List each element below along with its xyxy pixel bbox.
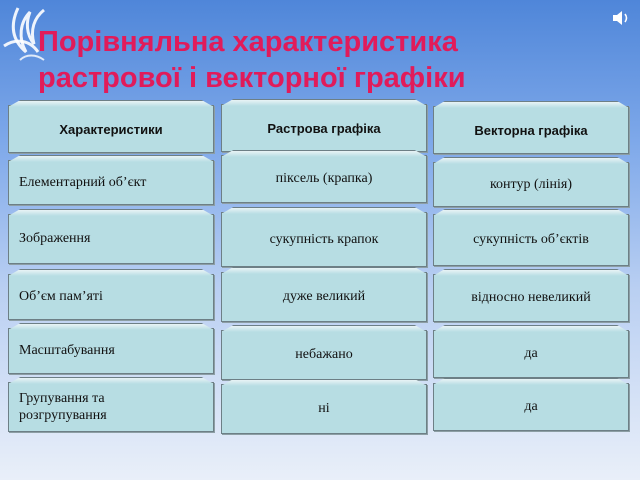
cell-value: небажано: [295, 347, 353, 362]
row-label: Об’єм пам’яті: [19, 289, 103, 304]
cell-raster-image: [221, 212, 427, 267]
cell-value: піксель (крапка): [275, 171, 373, 186]
title-line-2: растрової і векторної графіки: [38, 62, 466, 94]
row-label-memory: [8, 274, 214, 320]
row-label: Елементарний об’єкт: [19, 174, 147, 190]
cell-vector-grouping: [433, 383, 629, 431]
cell-raster-memory: [221, 272, 427, 322]
header-vector: [433, 106, 629, 154]
cell-value: відносно невеликий: [471, 290, 591, 305]
cell-value: да: [524, 346, 538, 361]
header-characteristics: [8, 105, 214, 153]
cell-vector-elementary-object: [433, 162, 629, 207]
page-title: [38, 24, 598, 96]
cell-value: дуже великий: [282, 289, 366, 304]
cell-value: да: [524, 399, 538, 414]
row-label: Масштабування: [19, 343, 115, 358]
cell-vector-memory: [433, 274, 629, 322]
row-label-grouping: [8, 382, 214, 432]
row-label: Групування та розгрупування: [19, 391, 107, 423]
cell-raster-scaling: [221, 330, 427, 380]
speaker-icon[interactable]: [611, 10, 631, 26]
row-label: Зображення: [19, 231, 91, 246]
cell-value: контур (лінія): [489, 176, 573, 192]
cell-value: сукупність об’єктів: [473, 232, 589, 247]
cell-raster-elementary-object: [221, 155, 427, 203]
header-label: Характеристики: [59, 121, 163, 137]
cell-value: ні: [318, 401, 330, 416]
header-raster: [221, 104, 427, 152]
cell-value: сукупність крапок: [269, 231, 379, 247]
row-label-elementary-object: [8, 160, 214, 205]
header-label: Растрова графіка: [267, 120, 381, 136]
row-label-image: [8, 214, 214, 264]
title-line-1: Порівняльна характеристика: [38, 26, 458, 58]
cell-vector-image: [433, 214, 629, 266]
cell-vector-scaling: [433, 330, 629, 378]
row-label-scaling: [8, 328, 214, 374]
header-label: Векторна графіка: [474, 122, 588, 138]
cell-raster-grouping: [221, 384, 427, 434]
